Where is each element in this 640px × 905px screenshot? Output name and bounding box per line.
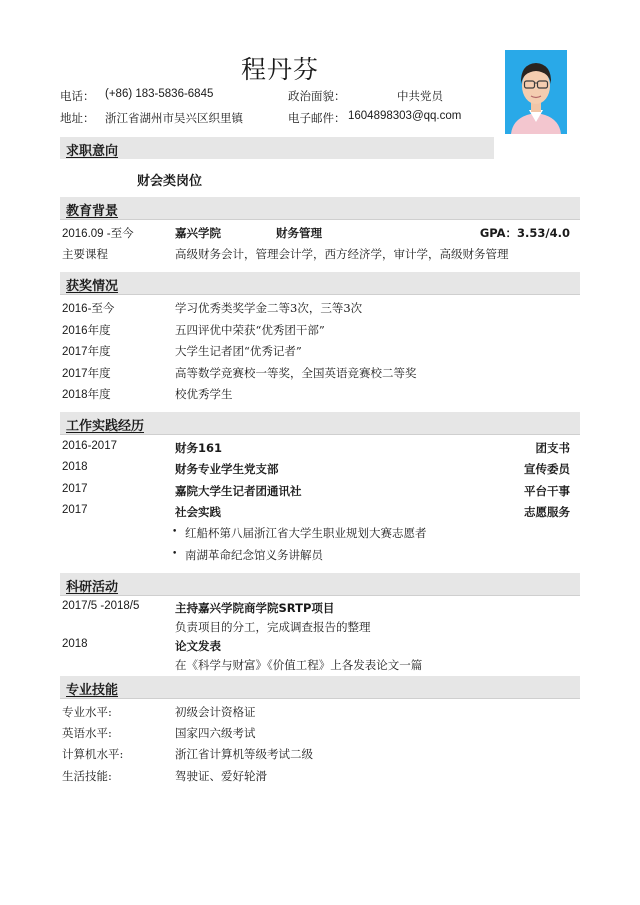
work-bullet-item: 南湖革命纪念馆义务讲解员 (185, 548, 323, 562)
skill-label: 生活技能: (62, 769, 112, 783)
political-label: 政治面貌： (288, 89, 346, 103)
phone-label: 电话： (60, 89, 95, 103)
skill-value: 驾驶证、爱好轮滑 (175, 769, 267, 783)
award-desc: 五四评优中荣获“优秀团干部” (175, 323, 325, 337)
work-role: 志愿服务 (524, 505, 570, 519)
research-detail: 在《科学与财富》《价值工程》上各发表论文一篇 (175, 658, 423, 672)
work-role: 宣传委员 (524, 462, 570, 476)
awards-bar (60, 272, 580, 294)
resume-name: 程丹芬 (240, 55, 319, 84)
education-bar (60, 197, 580, 219)
award-desc: 大学生记者团“优秀记者” (175, 344, 302, 358)
work-date: 2018 (62, 461, 88, 473)
work-bullet-item: 红船杯第八届浙江省大学生职业规划大赛志愿者 (185, 526, 427, 540)
award-date: 2016-至今 (62, 303, 115, 315)
skill-label: 专业水平: (62, 705, 112, 719)
profile-photo (505, 50, 567, 134)
award-desc: 高等数学竞赛校一等奖，全国英语竞赛校二等奖 (175, 366, 417, 380)
work-org: 嘉院大学生记者团通讯社 (175, 484, 302, 498)
phone-value: (+86) 183-5836-6845 (105, 88, 214, 100)
job-intent-bar (60, 137, 494, 159)
education-period: 2016.09 -至今 (62, 228, 134, 240)
skill-value: 初级会计资格证 (175, 705, 256, 719)
portrait-image (505, 50, 567, 134)
awards-title: 获奖情况 (66, 279, 119, 294)
award-desc: 学习优秀类奖学金二等3次，三等3次 (175, 301, 363, 315)
courses-label: 主要课程 (62, 247, 108, 261)
work-title: 工作实践经历 (66, 419, 145, 434)
research-rule (60, 595, 580, 596)
email-label: 电子邮件： (288, 111, 346, 125)
skill-label: 计算机水平: (62, 747, 124, 761)
award-date: 2018年度 (62, 389, 111, 401)
research-head: 主持嘉兴学院商学院SRTP项目 (175, 601, 335, 615)
research-date: 2017/5 -2018/5 (62, 600, 140, 612)
award-desc: 校优秀学生 (175, 387, 233, 401)
work-org: 财务161 (175, 441, 223, 455)
bullet-icon: • (172, 527, 178, 537)
bullet-icon: • (172, 549, 178, 559)
awards-rule (60, 294, 580, 295)
skills-title: 专业技能 (66, 683, 119, 698)
research-head: 论文发表 (175, 639, 221, 653)
address-label: 地址： (60, 111, 95, 125)
education-rule (60, 219, 580, 220)
education-gpa: GPA：3.53/4.0 (479, 226, 570, 240)
courses-value: 高级财务会计，管理会计学，西方经济学，审计学，高级财务管理 (175, 247, 509, 261)
skill-value: 国家四六级考试 (175, 726, 256, 740)
work-role: 团支书 (535, 441, 570, 455)
education-school: 嘉兴学院 (175, 226, 221, 240)
skill-value: 浙江省计算机等级考试二级 (175, 747, 313, 761)
address-value: 浙江省湖州市吴兴区织里镇 (105, 111, 243, 125)
research-detail: 负责项目的分工，完成调查报告的整理 (175, 620, 371, 634)
job-intent-position: 财会类岗位 (137, 174, 203, 189)
skills-rule (60, 698, 580, 699)
skills-bar (60, 676, 580, 698)
award-date: 2016年度 (62, 325, 111, 337)
research-date: 2018 (62, 638, 88, 650)
job-intent-title: 求职意向 (66, 144, 119, 159)
work-org: 财务专业学生党支部 (175, 462, 279, 476)
award-date: 2017年度 (62, 346, 111, 358)
work-rule (60, 434, 580, 435)
work-date: 2016-2017 (62, 440, 117, 452)
skill-label: 英语水平: (62, 726, 112, 740)
work-org: 社会实践 (175, 505, 221, 519)
research-title: 科研活动 (66, 580, 119, 595)
political-value: 中共党员 (397, 89, 443, 103)
work-date: 2017 (62, 504, 88, 516)
work-date: 2017 (62, 483, 88, 495)
email-value: 1604898303@qq.com (348, 110, 462, 122)
education-major: 财务管理 (276, 226, 322, 240)
research-bar (60, 573, 580, 595)
education-title: 教育背景 (66, 204, 119, 219)
award-date: 2017年度 (62, 368, 111, 380)
work-role: 平台干事 (524, 484, 570, 498)
